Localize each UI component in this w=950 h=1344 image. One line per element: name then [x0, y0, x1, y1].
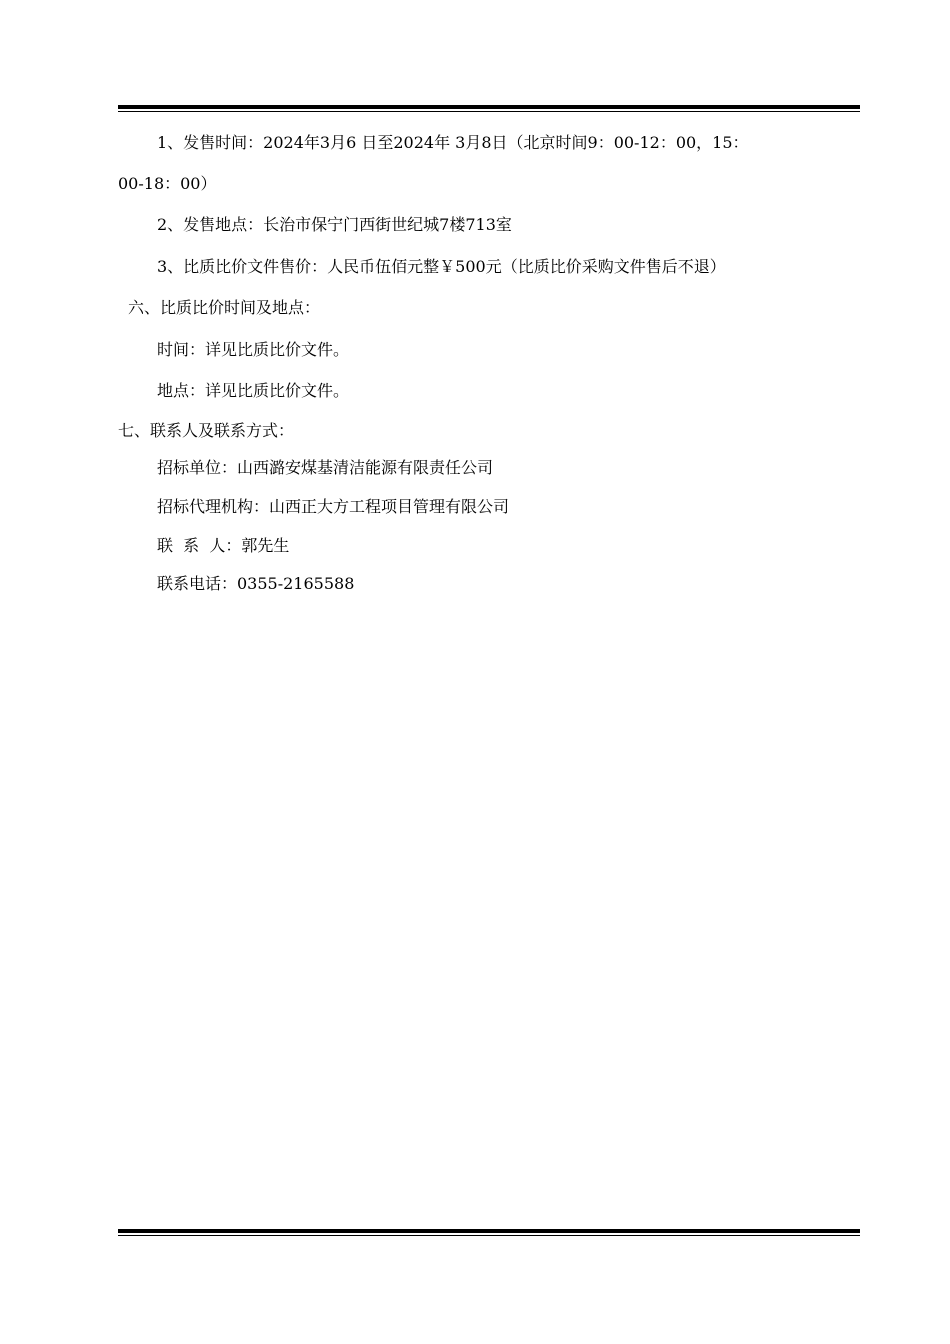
section-6-place: 地点：详见比质比价文件。 — [157, 381, 350, 400]
contact-name: 郭先生 — [241, 536, 290, 555]
document-price: 3、比质比价文件售价：人民币伍佰元整￥500元（比质比价采购文件售后不退） — [157, 257, 726, 276]
header-rule — [118, 105, 860, 113]
section-6-time: 时间：详见比质比价文件。 — [157, 340, 350, 359]
contact-person — [157, 536, 289, 556]
contact-phone: 联系电话：0355-2165588 — [157, 574, 355, 593]
sale-time-line-1: 1、发售时间：2024年3月6 日至2024年 3月8日（北京时间9：00-12：00，15： — [157, 133, 749, 152]
contact-label: 联 系 人： — [157, 536, 242, 555]
tenderer: 招标单位：山西潞安煤基清洁能源有限责任公司 — [157, 458, 494, 477]
tender-agency: 招标代理机构：山西正大方工程项目管理有限公司 — [157, 497, 510, 516]
sale-place: 2、发售地点：长治市保宁门西街世纪城7楼713室 — [157, 215, 512, 234]
section-6-heading: 六、比质比价时间及地点： — [128, 298, 321, 317]
sale-time-line-2: 00-18：00） — [118, 174, 217, 193]
section-7-heading: 七、联系人及联系方式： — [118, 421, 295, 440]
footer-rule — [118, 1229, 860, 1237]
